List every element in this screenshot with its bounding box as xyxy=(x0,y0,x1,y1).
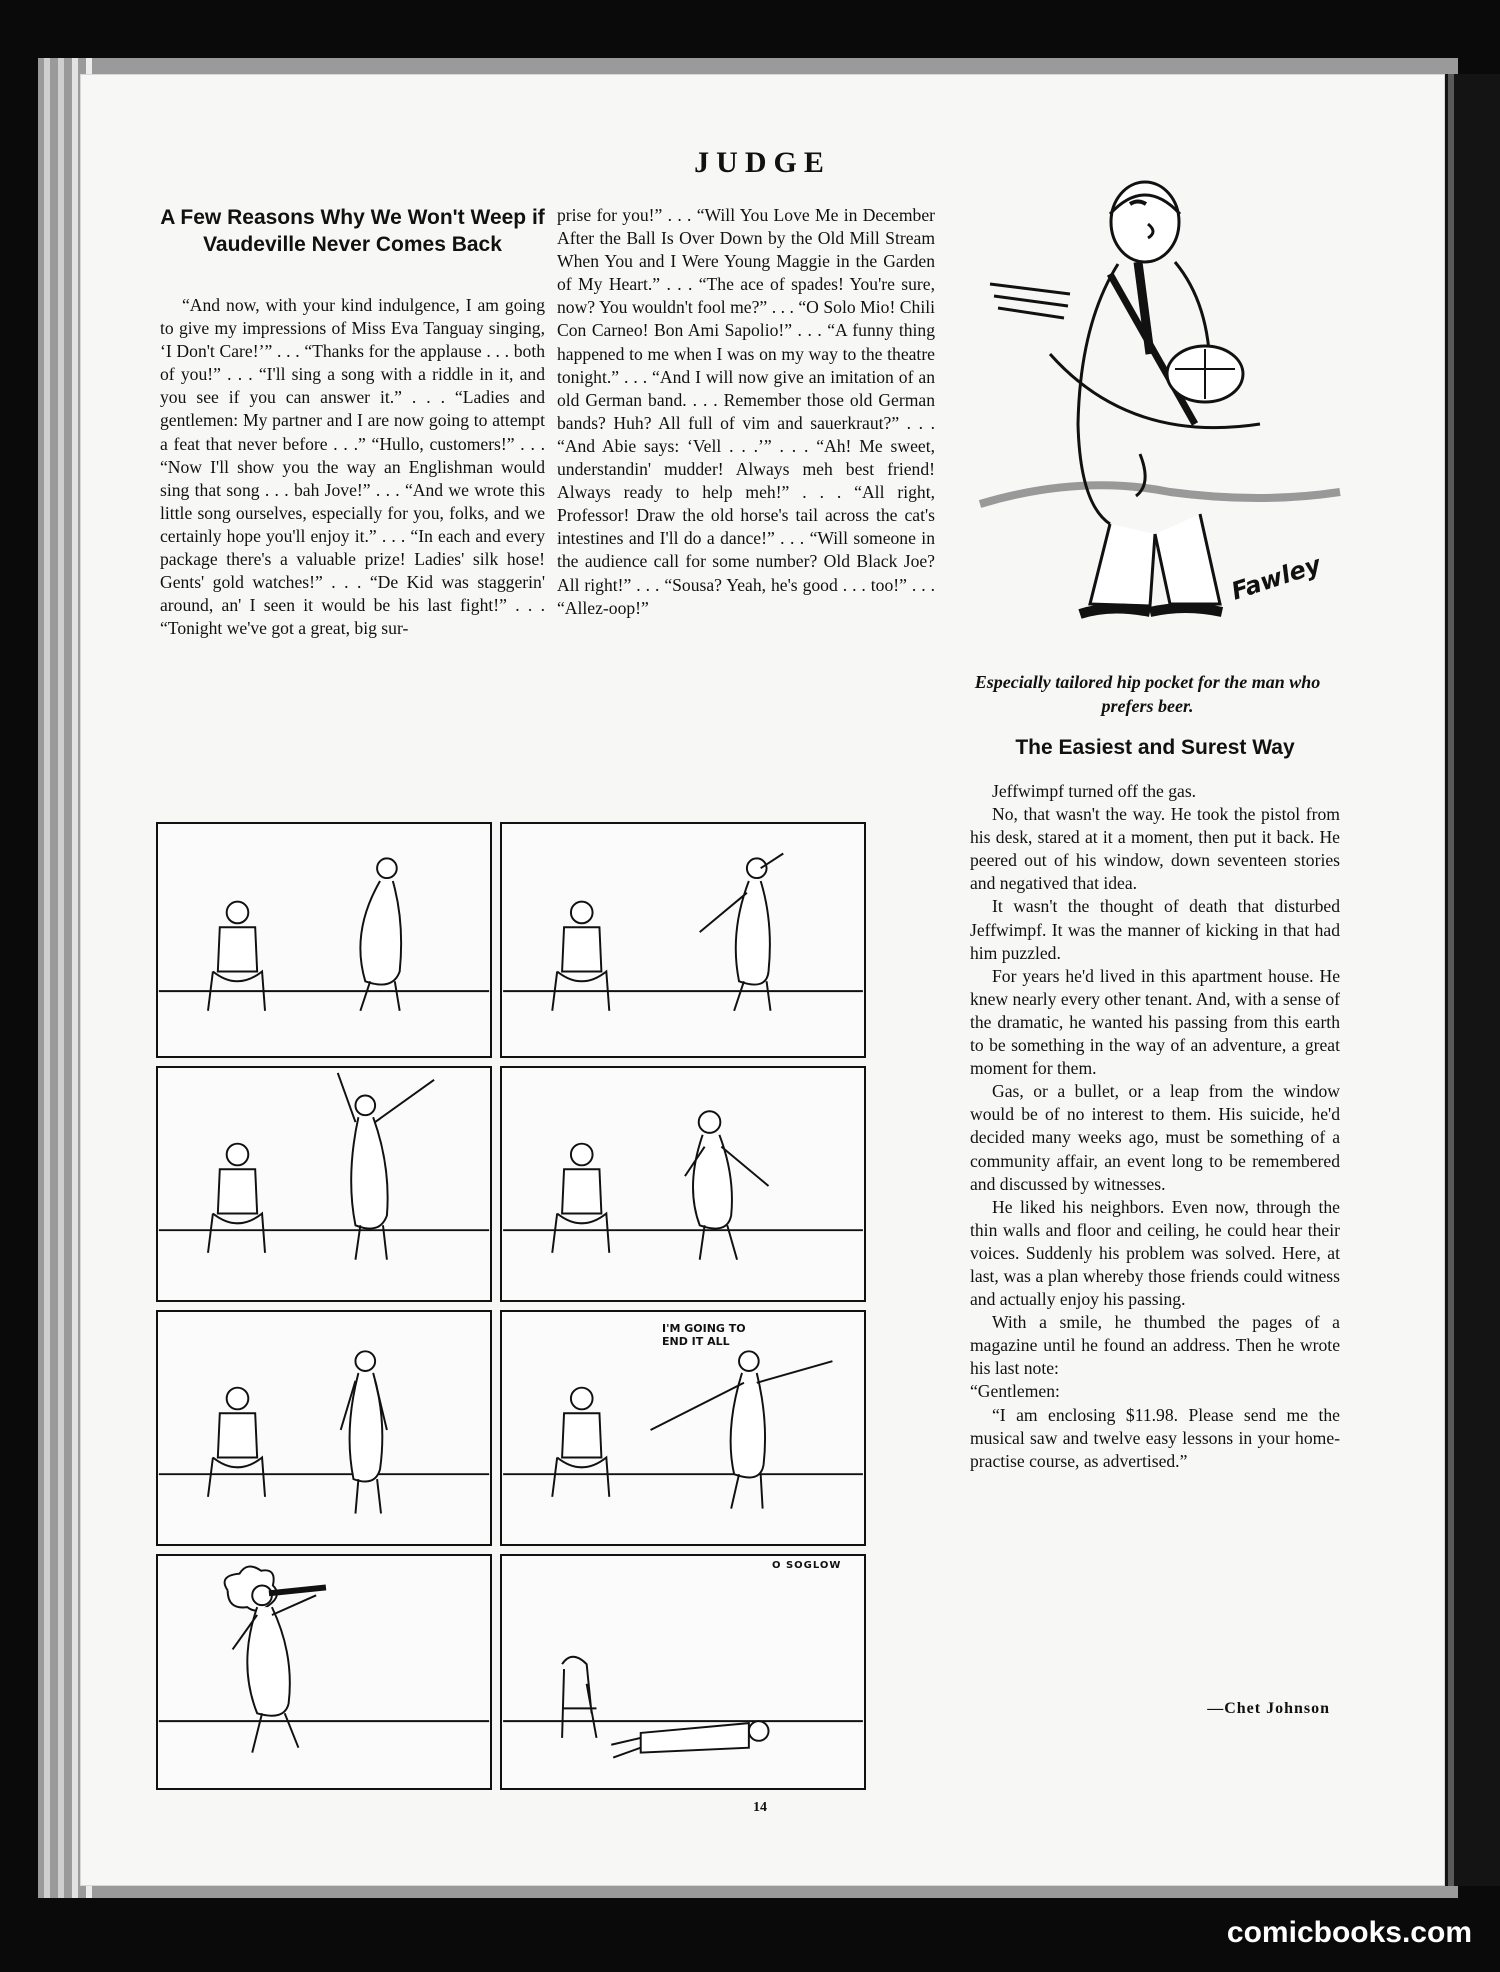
panel-8-drawing xyxy=(502,1556,864,1788)
page-edge xyxy=(72,58,78,1898)
panel-7-drawing xyxy=(158,1556,490,1788)
article2-paragraph: “Gentlemen: xyxy=(970,1381,1060,1402)
article2-paragraph: Gas, or a bullet, or a leap from the window would be of no interest to them. His suicide, he'd decided many weeks ago, must be something of a community affair, an event long to be remembered and discussed by witnesses. xyxy=(970,1081,1340,1194)
page-number: 14 xyxy=(753,1800,767,1815)
article2-paragraph: “I am enclosing $11.98. Please send me the musical saw and twelve easy lessons in your home-practise course, as advertised.” xyxy=(970,1404,1340,1471)
comic-signature: O SOGLOW xyxy=(772,1560,842,1571)
comic-panel-8 xyxy=(500,1554,866,1790)
panel-5-drawing xyxy=(158,1312,490,1544)
watermark: comicbooks.com xyxy=(1226,1916,1472,1949)
panel-4-drawing xyxy=(502,1068,864,1300)
book-spine xyxy=(1442,74,1500,1886)
article1-col1 xyxy=(160,294,545,640)
cartoon-caption: Especially tailored hip pocket for the man who prefers beer. xyxy=(974,672,1321,716)
article2-paragraph: For years he'd lived in this apartment house. He knew nearly every other tenant. And, with a sense of the dramatic, he wanted his passing from this earth to be something in the way of an adventure, a great moment for them. xyxy=(970,965,1340,1079)
magazine-page xyxy=(80,74,1445,1886)
article2-paragraph: It wasn't the thought of death that disturbed Jeffwimpf. It was the manner of kicking in that had him puzzled. xyxy=(970,896,1340,963)
article2-paragraph: No, that wasn't the way. He took the pistol from his desk, stared at it a moment, then put it back. He peered out of his window, down seventeen stories and negatived that idea. xyxy=(970,804,1340,894)
article1-col2 xyxy=(557,204,935,620)
article2-paragraph: Jeffwimpf turned off the gas. xyxy=(992,781,1197,801)
speech-text: I'M GOING TO END IT ALL xyxy=(662,1322,746,1348)
comic-panel-3 xyxy=(156,1066,492,1302)
article2-byline: —Chet Johnson xyxy=(1207,1700,1330,1717)
page-edge xyxy=(44,58,50,1898)
panel-3-drawing xyxy=(158,1068,490,1300)
comic-panel-2 xyxy=(500,822,866,1058)
article2-body xyxy=(970,780,1340,1473)
cartoon-signature: Fawley xyxy=(1227,550,1325,606)
cartoon-illustration xyxy=(960,174,1350,654)
article1-col1-text: “And now, with your kind indulgence, I am going to give my impressions of Miss Eva Tanguay singing, ‘I Don't Care!’” . . . “Thanks for the applause . . . both of you!” . . . “I'll sing a song with a riddle in it, and you see if you can answer it.” . . . “Ladies and gentlemen: My partner and I are now going to attempt a feat that never before . . .” “Hullo, customers!” . . . “Now I'll show you the way an Englishman would sing that song . . . bah Jove!” . . . “And we wrote this little song ourselves, especially for you, folks, and we certainly hope you'll enjoy it.” . . . “In each and every package there's a valuable prize! Ladies' silk hose! Gents' gold watches!” . . . “De Kid was staggerin' around, an' I seen it would be his last fight!” . . . “Tonight we've got a great, big sur- xyxy=(160,295,545,639)
page-edge xyxy=(58,58,64,1898)
article1-col2-text: prise for you!” . . . “Will You Love Me in December After the Ball Is Over Down by the Old Mill Stream When You and I Were Young Maggie in the Garden of My Heart.” . . . “The ace of spades! You're sure, now? You wouldn't fool me?” . . . “O Solo Mio! Chili Con Carneo! Bon Ami Sapolio!” . . . “A funny thing happened to me when I was on my way to the theatre tonight.” . . . “And I will now give an imitation of an old German band. . . . Remember those old German bands? Huh? All full of vim and sauerkraut?” . . . “And Abie says: ‘Vell . . .’” . . . “Ah! Me sweet, understandin' mudder! Always meh best friend! Always ready to help meh!” . . . “All right, Professor! Draw the old horse's tail across the cat's intestines and I'll do a dance!” . . . “Will someone in the audience call for some number? Old Black Joe? All right!” . . . “Sousa? Yeah, he's good . . . too!” . . . “Allez-oop!” xyxy=(557,205,935,618)
comic-panel-7 xyxy=(156,1554,492,1790)
article2-title: The Easiest and Surest Way xyxy=(1015,736,1295,759)
comic-panel-5 xyxy=(156,1310,492,1546)
article1-title: A Few Reasons Why We Won't Weep if Vaudeville Never Comes Back xyxy=(160,206,545,256)
panel-2-drawing xyxy=(502,824,864,1056)
comic-panel-6 xyxy=(500,1310,866,1546)
comic-panel-1 xyxy=(156,822,492,1058)
article2-paragraph: He liked his neighbors. Even now, through the thin walls and floor and ceiling, he could hear their voices. Suddenly his problem was solved. Here, at last, was a plan whereby those friends could witness and actually enjoy his passing. xyxy=(970,1196,1340,1310)
article2-paragraph: With a smile, he thumbed the pages of a magazine until he found an address. Then he wrote his last note: xyxy=(970,1312,1340,1379)
panel-1-drawing xyxy=(158,824,490,1056)
masthead: JUDGE xyxy=(694,146,831,179)
comic-panel-4 xyxy=(500,1066,866,1302)
